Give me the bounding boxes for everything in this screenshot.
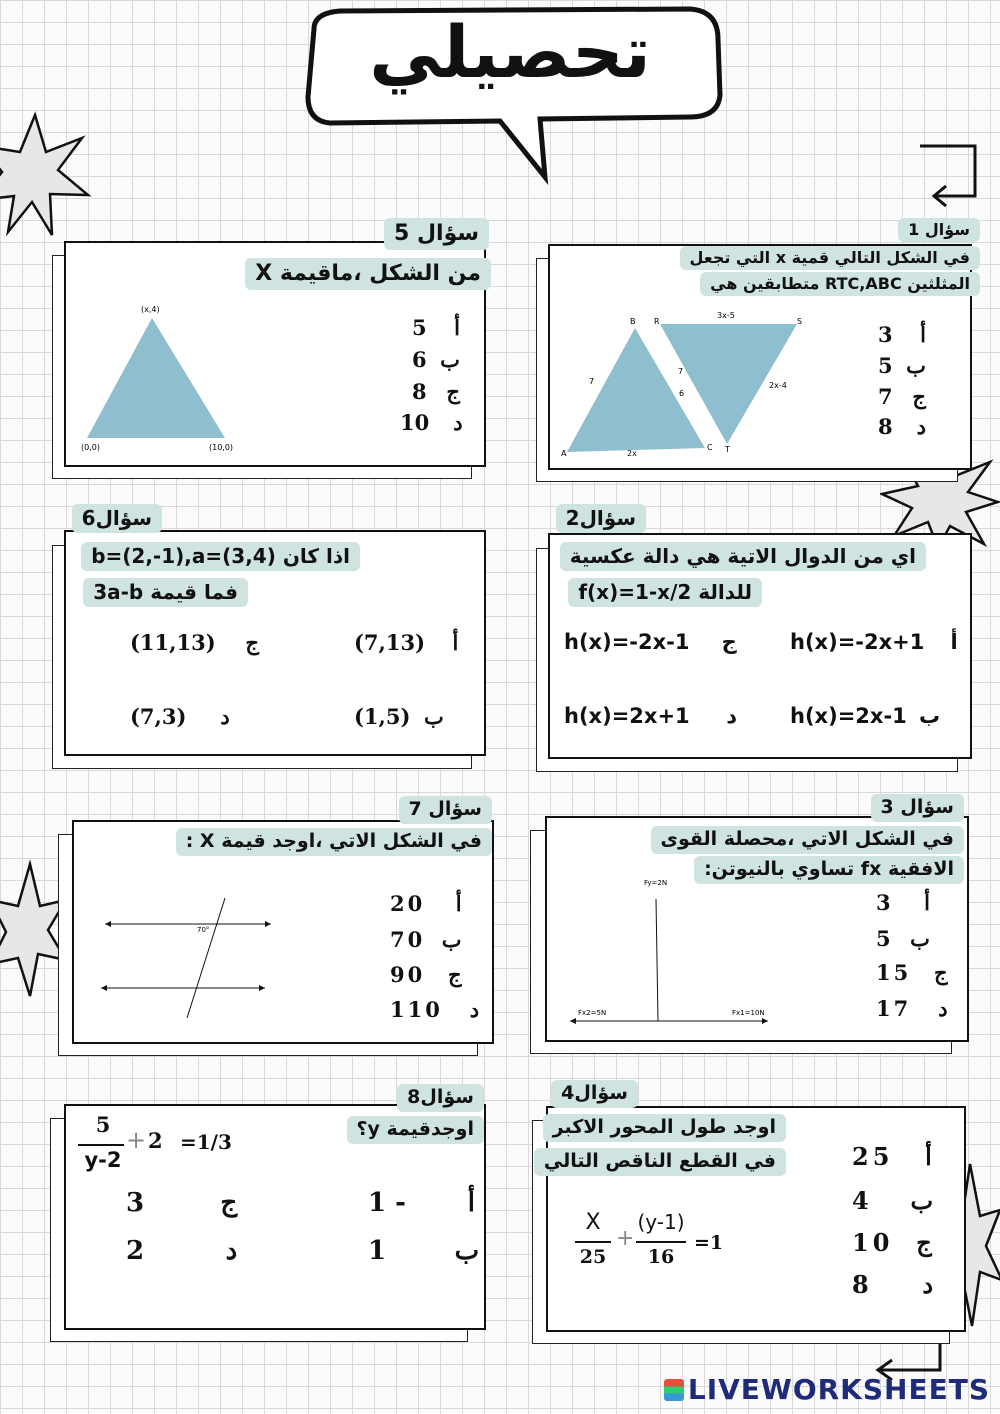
option-value[interactable]: 1 - [368,1188,406,1218]
equation-denominator: 25 [579,1246,607,1268]
equation-denominator: 16 [647,1246,675,1268]
option-letter[interactable]: د [916,414,926,439]
option-letter[interactable]: د [938,996,948,1021]
option-value[interactable]: h(x)=-2x+1 [790,630,925,654]
option-letter[interactable]: ج [912,384,926,409]
angle-label: 70° [197,926,210,934]
option-letter[interactable]: أ [452,630,459,655]
star-decoration-icon [0,110,110,240]
option-letter[interactable]: ج [446,379,460,404]
liveworksheets-logo[interactable] [664,1373,990,1406]
page-title: تحصيلي [369,10,651,94]
option-letter[interactable]: ج [916,1228,932,1257]
question-text-5: من الشكل ،ماقيمة X [245,258,491,290]
option-letter[interactable]: ب [918,704,941,728]
equation-term: 2 [148,1128,163,1153]
option-letter[interactable]: ب [906,353,926,378]
question-text-4: اوجد طول المحور الاكبر [543,1114,786,1142]
equation-numerator: (y-1) [637,1210,685,1234]
equation-plus: + [616,1226,635,1251]
option-value[interactable]: 6 [412,347,427,372]
option-letter[interactable]: د [225,1236,238,1266]
equation-plus: + [126,1126,147,1154]
option-letter[interactable]: ب [440,347,460,372]
force-label: Fy=2N [644,879,668,887]
option-value[interactable]: h(x)=2x+1 [564,704,690,728]
option-letter[interactable]: أ [454,315,460,340]
option-value[interactable]: 15 [876,960,912,985]
question-text-6b: فما قيمة 3a-b [83,578,248,607]
option-value[interactable]: 8 [852,1270,873,1299]
option-value[interactable]: 2 [126,1236,145,1266]
option-value[interactable]: 20 [390,891,426,916]
triangles-figure [555,310,815,465]
option-value[interactable]: h(x)=-2x-1 [564,630,690,654]
equation-numerator: 5 [95,1112,111,1137]
option-value[interactable]: h(x)=2x-1 [790,704,907,728]
option-value[interactable]: (7,3) [130,704,187,729]
option-letter[interactable]: ج [721,630,737,654]
question-label-2: سؤال2 [556,504,646,533]
question-label-6: سؤال6 [72,504,162,533]
option-value[interactable]: 90 [390,962,426,987]
forces-figure [568,875,778,1030]
option-value[interactable]: 3 [876,890,894,915]
option-value[interactable]: 10 [400,410,430,435]
figure-label: B [630,317,636,326]
brand-name: LIVEWORKSHEETS [687,1373,990,1406]
question-text-7: في الشكل الاتي ،اوجد قيمة X : [176,828,492,856]
option-value[interactable]: 3 [126,1188,145,1218]
option-value[interactable]: 8 [412,379,427,404]
question-text-2b: للدالة f(x)=1-x/2 [568,578,762,607]
figure-label: C [707,443,713,452]
figure-label: (0,0) [81,443,100,452]
question-text-8: اوجدقيمة y؟ [347,1116,485,1144]
option-letter[interactable]: ب [454,1236,480,1266]
equation-rhs: =1 [694,1232,724,1254]
figure-label: T [725,445,730,454]
option-letter[interactable]: د [922,1270,934,1299]
option-value[interactable]: 1 [368,1236,387,1266]
option-value[interactable]: 5 [876,926,894,951]
option-value[interactable]: 8 [878,414,893,439]
option-letter[interactable]: د [469,997,480,1022]
option-letter[interactable]: أ [467,1188,475,1218]
figure-label: 2x-4 [769,381,787,390]
force-label: Fx2=5N [578,1009,607,1017]
option-value[interactable]: 17 [876,996,912,1021]
option-letter[interactable]: أ [925,1142,932,1171]
logo-icon [664,1379,684,1401]
option-letter[interactable]: أ [455,891,462,916]
option-value[interactable]: 70 [390,927,426,952]
force-label: Fx1=10N [732,1009,765,1017]
option-value[interactable]: (7,13) [354,630,426,655]
figure-label: (x,4) [141,305,160,314]
question-label-5: سؤال 5 [384,218,489,250]
option-value[interactable]: 25 [852,1142,894,1171]
figure-label: 7 [589,377,595,386]
option-letter[interactable]: د [726,704,737,728]
question-text-1: في الشكل التالي قمية x التي تجعل [680,246,981,270]
figure-label: 3x-5 [717,311,735,320]
option-letter[interactable]: ب [423,704,444,729]
triangle-figure [75,300,275,460]
option-letter[interactable]: ج [933,960,948,985]
question-label-7: سؤال 7 [399,796,492,824]
equation-numerator: X [585,1210,601,1235]
question-label-3: سؤال 3 [871,794,964,822]
option-value[interactable]: 110 [390,997,443,1022]
question-label-1: سؤال 1 [898,218,980,242]
figure-label: A [561,449,567,458]
parallel-lines-figure [95,890,285,1030]
option-value[interactable]: 7 [878,384,893,409]
option-letter[interactable]: ب [910,1186,934,1215]
option-letter[interactable]: ب [441,927,462,952]
arrow-decoration-icon [920,140,1000,210]
option-letter[interactable]: ج [447,962,462,987]
option-value[interactable]: (11,13) [130,630,216,655]
option-letter[interactable]: د [220,704,230,729]
option-value[interactable]: (1,5) [354,704,411,729]
figure-label: R [654,317,660,326]
option-value[interactable]: 10 [852,1228,894,1257]
option-letter[interactable]: د [453,410,463,435]
figure-label: S [797,317,803,326]
figure-label: 7 [678,367,684,376]
option-value[interactable]: 3 [878,322,893,347]
question-text-3b: الافقية fx تساوي بالنيوتن: [694,856,964,884]
option-letter[interactable]: أ [924,890,930,915]
question-text-2: اي من الدوال الاتية هي دالة عكسية [560,542,926,571]
question-label-8: سؤال8 [397,1084,484,1112]
figure-label: (10,0) [209,443,234,452]
figure-label: 2x [627,449,637,458]
figure-label: 6 [679,389,685,398]
option-value[interactable]: 5 [412,315,427,340]
question-text-6: اذا كان (3,4)=b=(2,-1),a [81,542,360,571]
option-letter[interactable]: ب [910,926,930,951]
equation-denominator: y-2 [84,1148,122,1172]
option-letter[interactable]: أ [920,322,926,347]
question-text-1b: المثلثين RTC,ABC متطابقين هي [700,272,980,296]
question-label-4: سؤال4 [551,1080,638,1108]
option-value[interactable]: 4 [852,1186,873,1215]
question-text-3: في الشكل الاتي ،محصلة القوى [651,826,964,854]
equation-rhs: =1/3 [180,1130,232,1154]
option-letter[interactable]: ج [220,1188,238,1218]
option-letter[interactable]: أ [950,630,958,654]
question-text-4b: في القطع الناقص التالي [534,1148,786,1176]
option-value[interactable]: 5 [878,353,893,378]
option-letter[interactable]: ج [245,630,259,655]
